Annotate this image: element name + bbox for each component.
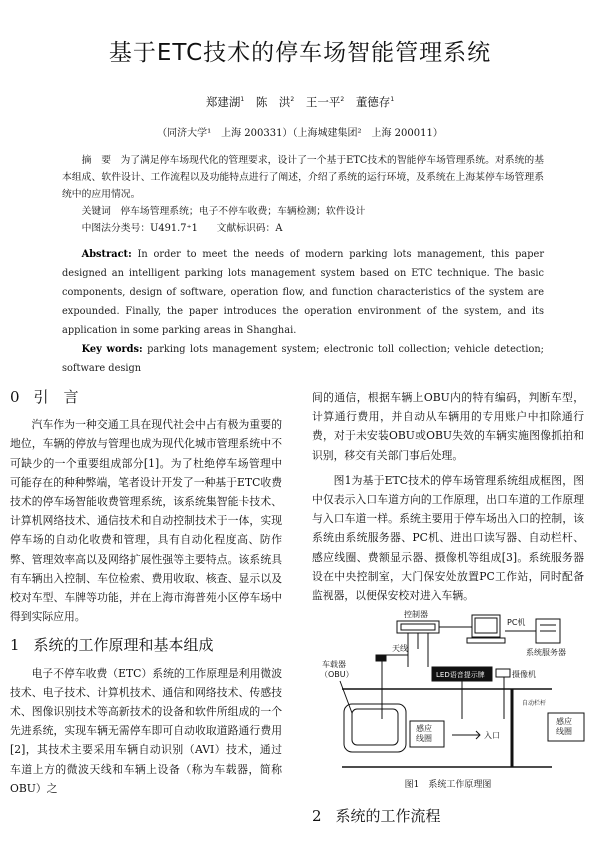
- keywords-text: 停车场管理系统；电子不停车收费；车辆检测；软件设计: [120, 206, 366, 217]
- author-list: [0, 94, 600, 110]
- class-number: 中图法分类号：U491.7⁺1: [81, 223, 198, 234]
- svg-text:线圈: 线圈: [556, 727, 572, 737]
- barrier-label: 自动栏杆: [522, 700, 547, 708]
- antenna-label: 天线: [392, 644, 408, 654]
- obu-label-line1: 车载器: [322, 660, 346, 670]
- section-heading: 2 系统的工作流程: [312, 807, 441, 826]
- document-code: 文献标识码：A: [216, 223, 283, 234]
- pc-label: PC机: [507, 618, 526, 628]
- svg-text:线圈: 线圈: [416, 734, 432, 744]
- led-label: LED语音提示牌: [436, 671, 485, 680]
- controller-label: 控制器: [404, 610, 428, 620]
- right-column: [312, 388, 584, 835]
- pc-keyboard: [467, 638, 505, 643]
- affiliation: （同济大学¹ 上海 200331）（上海城建集团² 上海 200011）: [157, 128, 443, 139]
- abstract-en-label: Abstract:: [81, 249, 132, 260]
- abstract-text: 为了满足停车场现代化的管理要求，设计了一个基于ETC技术的智能停车场管理系统。对系统的基本组成、软件设计、工作流程以及功能特点进行了阐述，介绍了系统的运行环境，及系统在上海某停车场管理系统中的应用情况。: [62, 155, 545, 200]
- figure-1: [312, 609, 592, 774]
- figure-description-paragraph: 图1为基于ETC技术的停车场管理系统组成框图，图中仅表示入口车道方向的工作原理，出口车道的工作原理与入口车道一样。系统主要用于停车场出入口的控制，该系统由系统服务器、PC机、进出口读写器、自动栏杆、感应线圈、费额显示器、摄像机等组成[3]。系统服务器设在中央控制室，大门保安处放置PC工作站，同时配备监视器，以便保安校对进入车辆。: [312, 473, 584, 603]
- system-diagram: [312, 609, 592, 774]
- camera-label: 摄像机: [512, 670, 536, 680]
- figure-caption: 图1 系统工作原理图: [404, 780, 492, 791]
- left-column: [10, 388, 282, 798]
- section-heading: 1 系统的工作原理和基本组成: [10, 636, 214, 655]
- author: 王一平$^2$: [305, 95, 345, 109]
- author: 陈 洪$^2$: [255, 95, 295, 109]
- abstract-en: [62, 245, 544, 378]
- entry-label: 入口: [484, 731, 500, 741]
- author: 董德存$^1$: [355, 95, 395, 109]
- abstract-label: 摘 要: [81, 155, 112, 166]
- keywords-en-label: Key words:: [81, 344, 143, 355]
- section-heading: 0 引 言: [10, 388, 79, 406]
- author: 郑建湖$^1$: [205, 95, 245, 109]
- section1-paragraph: 电子不停车收费（ETC）系统的工作原理是利用微波技术、电子技术、计算机技术、通信和网络技术、传感技术、图像识别技术等高新技术的设备和软件所组成的一个先进系统，实现车辆无需停车即可自动收取道路通行费用[2]，其技术主要采用车辆自动识别（AVI）技术，通过车道上方的微波天线和车辆上设备（称为车载器，简称OBU）之: [10, 666, 282, 795]
- intro-paragraph: 汽车作为一种交通工具在现代社会中占有极为重要的地位，车辆的停放与管理也成为现代化城市管理系统中不可缺少的一个重要组成部分[1]。为了杜绝停车场管理中可能存在的种种弊端，笔者设计开发了一种基于ETC收费技术的停车场智能收费管理系统，该系统集智能卡技术、计算机网络技术、通信技术和自动控制技术于一体，实现停车场的自动化收费和管理，具有自动化程度高、防作弊、管理效率高以及网络扩展性强等主要特点。该系统具有车辆出入控制、车位检索、费用收取、核查、显示以及校对车型、车牌等功能，并在上海市海普苑小区停车场中得到实际应用。: [10, 418, 282, 624]
- camera-body: [496, 669, 510, 677]
- abstract-cn: [62, 152, 544, 237]
- controller-box: [397, 621, 439, 633]
- svg-text:感应: 感应: [556, 717, 572, 727]
- pc-screen: [475, 618, 497, 633]
- obu-label-line2: （OBU）: [320, 670, 354, 680]
- controller-inner: [401, 624, 435, 630]
- keywords-label: 关键词: [81, 206, 111, 217]
- paper-title: 基于ETC技术的停车场智能管理系统: [108, 40, 492, 66]
- car-roof: [352, 709, 398, 745]
- antenna-head: [376, 655, 386, 661]
- svg-text:感应: 感应: [416, 724, 432, 734]
- server-label: 系统服务器: [526, 648, 566, 658]
- keywords-en-text: parking lots management system; electronic toll collection; vehicle detection; software design: [62, 344, 544, 374]
- continued-paragraph: 间的通信，根据车辆上OBU内的特有编码，判断车型，计算通行费用，并自动从车辆用的专用账户中扣除通行费，对于未安装OBU或OBU失效的车辆实施图像抓拍和识别，移交有关部门事后处理。: [312, 391, 584, 462]
- abstract-en-text: In order to meet the needs of modern parking lots management, this paper designed an intelligent parking lots management system based on ETC technique. The basic components, design of software, operation flow, and function characteristics of the system are expounded. Finally, the paper introduces the operation environment of the system, and its application in some parking areas in Shanghai.: [62, 249, 545, 336]
